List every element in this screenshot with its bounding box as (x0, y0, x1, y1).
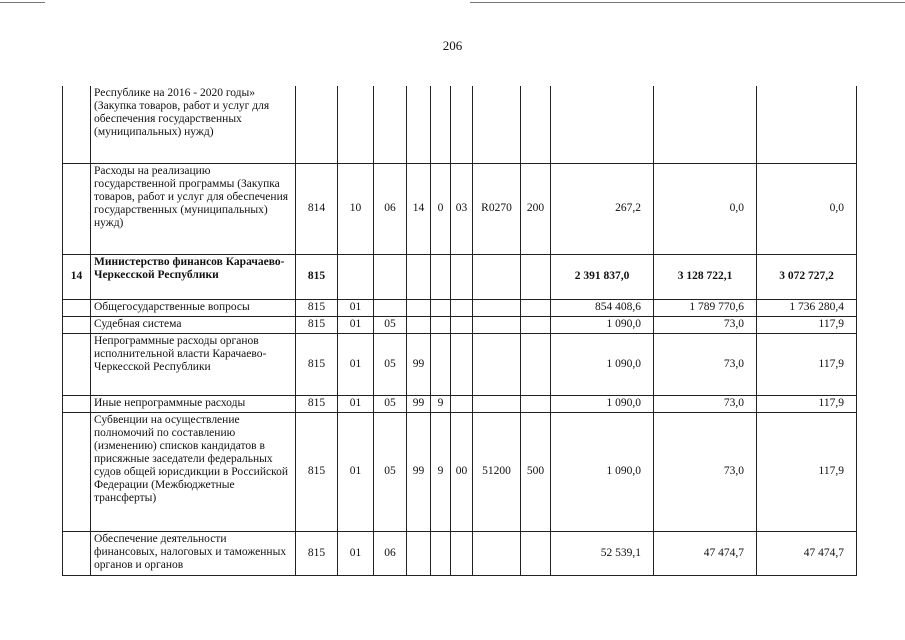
amount-v3: 117,9 (757, 412, 857, 531)
row-name: Обеспечение деятельности финансовых, налоговых и таможенных органов и органов (91, 531, 296, 575)
code-c2: 01 (338, 531, 374, 575)
code-c2: 01 (338, 316, 374, 333)
code-c2 (338, 254, 374, 299)
row-name: Субвенции на осуществление полномочий по составлению (изменению) списков кандидатов в присяжные заседатели федеральных судов общей юрисдикции в Российской Федерации (Межбюджетные трансферты) (91, 412, 296, 531)
code-c2: 01 (338, 395, 374, 412)
code-c8 (521, 395, 551, 412)
table-row (63, 333, 857, 395)
row-number (63, 395, 91, 412)
amount-v2 (654, 86, 757, 163)
code-c4 (407, 316, 431, 333)
code-c5 (431, 333, 451, 395)
budget-table (62, 86, 857, 576)
code-c3 (374, 299, 407, 316)
row-name: Непрограммные расходы органов исполнительной власти Карачаево-Черкесской Республики (91, 333, 296, 395)
code-c5 (431, 86, 451, 163)
amount-v1: 1 090,0 (551, 395, 654, 412)
code-c8 (521, 333, 551, 395)
table-row (63, 316, 857, 333)
code-c1: 815 (296, 254, 338, 299)
code-c7 (473, 531, 521, 575)
amount-v2: 1 789 770,6 (654, 299, 757, 316)
row-number (63, 412, 91, 531)
amount-v2: 3 128 722,1 (654, 254, 757, 299)
code-c6 (451, 395, 473, 412)
code-c4: 14 (407, 163, 431, 254)
code-c2: 01 (338, 412, 374, 531)
code-c8 (521, 316, 551, 333)
code-c3: 06 (374, 531, 407, 575)
code-c1: 815 (296, 395, 338, 412)
code-c6 (451, 86, 473, 163)
code-c6 (451, 531, 473, 575)
code-c4 (407, 254, 431, 299)
code-c6 (451, 333, 473, 395)
table-row (63, 531, 857, 575)
code-c8 (521, 254, 551, 299)
row-name: Общегосударственные вопросы (91, 299, 296, 316)
code-c1: 815 (296, 412, 338, 531)
code-c1 (296, 86, 338, 163)
code-c3: 06 (374, 163, 407, 254)
page-number: 206 (442, 38, 463, 53)
code-c5: 9 (431, 412, 451, 531)
amount-v3: 3 072 727,2 (757, 254, 857, 299)
amount-v1: 52 539,1 (551, 531, 654, 575)
amount-v2: 73,0 (654, 395, 757, 412)
amount-v2: 73,0 (654, 316, 757, 333)
code-c3: 05 (374, 395, 407, 412)
code-c4: 99 (407, 333, 431, 395)
code-c8 (521, 299, 551, 316)
code-c5 (431, 299, 451, 316)
row-name: Судебная система (91, 316, 296, 333)
amount-v3: 117,9 (757, 333, 857, 395)
code-c6: 00 (451, 412, 473, 531)
code-c7 (473, 254, 521, 299)
code-c2: 01 (338, 333, 374, 395)
code-c3: 05 (374, 316, 407, 333)
table-row (63, 299, 857, 316)
row-number (63, 299, 91, 316)
table-row (63, 412, 857, 531)
amount-v1: 1 090,0 (551, 316, 654, 333)
amount-v2: 73,0 (654, 412, 757, 531)
amount-v2: 0,0 (654, 163, 757, 254)
code-c7 (473, 316, 521, 333)
amount-v2: 73,0 (654, 333, 757, 395)
code-c7 (473, 299, 521, 316)
code-c1: 815 (296, 333, 338, 395)
scan-edge-line-right (470, 2, 905, 3)
amount-v3: 47 474,7 (757, 531, 857, 575)
code-c8 (521, 531, 551, 575)
amount-v1: 854 408,6 (551, 299, 654, 316)
row-number (63, 316, 91, 333)
amount-v3: 1 736 280,4 (757, 299, 857, 316)
code-c1: 815 (296, 531, 338, 575)
amount-v1 (551, 86, 654, 163)
code-c3 (374, 86, 407, 163)
code-c7: R0270 (473, 163, 521, 254)
code-c2: 01 (338, 299, 374, 316)
table-row (63, 163, 857, 254)
code-c6 (451, 299, 473, 316)
code-c8: 500 (521, 412, 551, 531)
code-c7 (473, 86, 521, 163)
code-c2: 10 (338, 163, 374, 254)
code-c5: 9 (431, 395, 451, 412)
row-name: Республике на 2016 - 2020 годы» (Закупка товаров, работ и услуг для обеспечения государственных (муниципальных) нужд) (91, 86, 296, 163)
table-body (63, 86, 857, 575)
code-c4 (407, 299, 431, 316)
row-number: 14 (63, 254, 91, 299)
code-c3 (374, 254, 407, 299)
row-name: Иные непрограммные расходы (91, 395, 296, 412)
scan-edge-line-left (0, 2, 45, 3)
code-c4: 99 (407, 412, 431, 531)
code-c2 (338, 86, 374, 163)
code-c4 (407, 86, 431, 163)
code-c6 (451, 316, 473, 333)
row-number (63, 163, 91, 254)
amount-v2: 47 474,7 (654, 531, 757, 575)
code-c6 (451, 254, 473, 299)
code-c5: 0 (431, 163, 451, 254)
code-c7 (473, 333, 521, 395)
code-c8 (521, 86, 551, 163)
code-c3: 05 (374, 412, 407, 531)
code-c5 (431, 316, 451, 333)
code-c4 (407, 531, 431, 575)
code-c1: 815 (296, 316, 338, 333)
table-row (63, 86, 857, 163)
code-c3: 05 (374, 333, 407, 395)
code-c4: 99 (407, 395, 431, 412)
amount-v1: 1 090,0 (551, 412, 654, 531)
code-c7 (473, 395, 521, 412)
table-row (63, 254, 857, 299)
row-name: Расходы на реализацию государственной программы (Закупка товаров, работ и услуг для обеспечения государственных (муниципальных) нужд) (91, 163, 296, 254)
amount-v1: 267,2 (551, 163, 654, 254)
row-number (63, 531, 91, 575)
row-number (63, 333, 91, 395)
amount-v3: 117,9 (757, 316, 857, 333)
code-c1: 814 (296, 163, 338, 254)
amount-v3: 0,0 (757, 163, 857, 254)
code-c8: 200 (521, 163, 551, 254)
row-name: Министерство финансов Карачаево-Черкесской Республики (91, 254, 296, 299)
table-row (63, 395, 857, 412)
amount-v1: 1 090,0 (551, 333, 654, 395)
code-c5 (431, 531, 451, 575)
code-c7: 51200 (473, 412, 521, 531)
code-c1: 815 (296, 299, 338, 316)
amount-v3 (757, 86, 857, 163)
amount-v1: 2 391 837,0 (551, 254, 654, 299)
row-number (63, 86, 91, 163)
amount-v3: 117,9 (757, 395, 857, 412)
code-c5 (431, 254, 451, 299)
code-c6: 03 (451, 163, 473, 254)
